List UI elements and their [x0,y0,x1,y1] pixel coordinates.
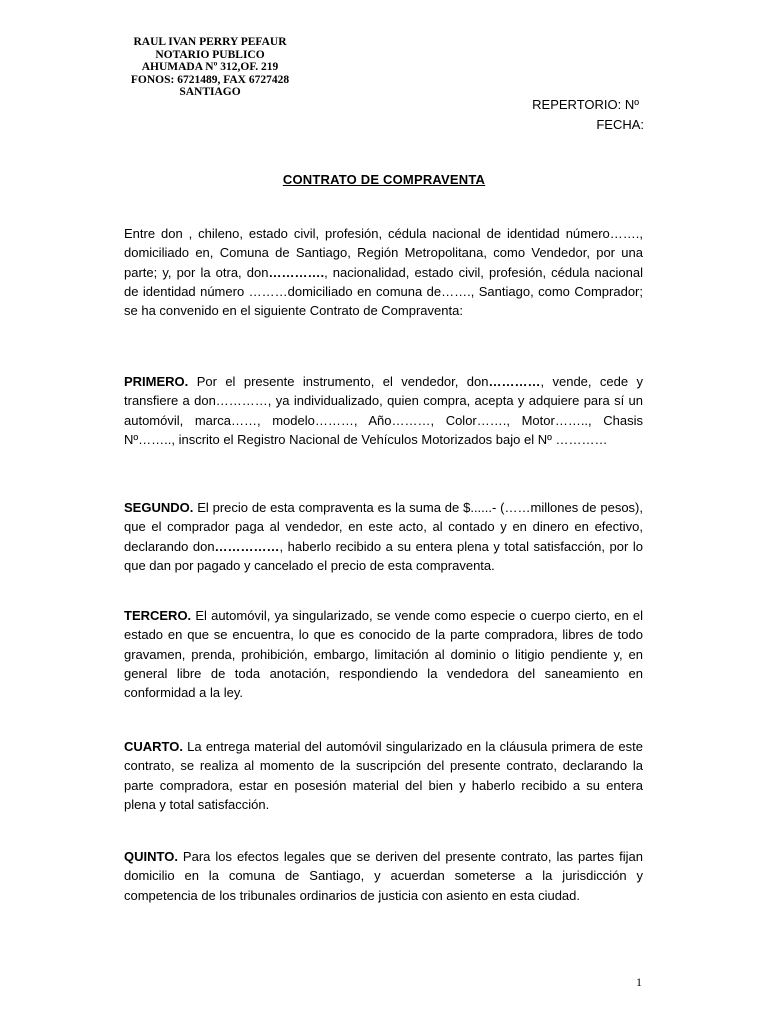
notary-title: NOTARIO PUBLICO [155,48,265,61]
clause-heading: QUINTO. [124,849,178,864]
clause-tercero [124,606,643,702]
clause-text: El precio de esta compraventa es la suma de $......- (……millones de pesos), que el comprador paga al vendedor, en este acto, al contado y en dinero en efectivo, declarando don [124,500,643,554]
clause-heading: PRIMERO. [124,374,189,389]
clause-text: Por el presente instrumento, el vendedor, don [188,374,489,389]
clause-heading: CUARTO. [124,739,183,754]
clause-text: La entrega material del automóvil singularizado en la cláusula primera de este contrato, se realiza al momento de la suscripción del presente contrato, declarando la parte compradora, estar en posesión material del bien y haberlo recibido a su entera plena y total satisfacción. [124,739,643,812]
notary-city: SANTIAGO [179,86,241,98]
clause-text: El automóvil, ya singularizado, se vende como especie o cuerpo cierto, en el estado en que se encuentra, lo que es conocido de la parte compradora, libres de todo gravamen, prenda, prohibición, embargo, limitación al dominio o litigio pendiente y, en general libre de toda anotación, respondiendo la vendedora del saneamiento en conformidad a la ley. [124,608,643,701]
intro-dots: …………. [268,264,325,280]
clause-cuarto [124,737,643,814]
fecha-label: FECHA: [596,117,644,132]
clause-dots: …………… [214,538,280,554]
clause-heading: TERCERO. [124,608,192,623]
notary-phones: FONOS: 6721489, FAX 6727428 [130,73,290,86]
intro-paragraph [124,224,643,320]
clause-segundo [124,498,643,575]
repertorio-label: REPERTORIO: Nº [532,97,639,112]
clause-text-2: , haberlo recibido a su entera plena y total satisfacción, por lo que dan por pagado y cancelado el precio de esta compraventa. [124,538,643,573]
document-title: CONTRATO DE COMPRAVENTA [282,172,486,187]
clause-primero [124,372,643,449]
clause-text-2: , vende, cede y transfiere a don…………, ya individualizado, quien compra, acepta y adquiere para sí un automóvil, marca……, modelo………, Año………, Color……., Motor…….., Chasis Nº…….., inscrito el Registro Nacional de Vehículos Motorizados bajo el Nº ………… [124,374,643,447]
clause-dots: ………… [488,374,541,389]
intro-text-2: , nacionalidad, estado civil, profesión, cédula nacional de identidad número ………domiciliado en comuna de……., Santiago, como Comprador; se ha convenido en el siguiente Contrato de Compraventa: [124,264,643,319]
clause-heading: SEGUNDO. [124,500,194,515]
clause-quinto [124,847,643,905]
notary-name: RAUL IVAN PERRY PEFAUR [133,36,287,48]
page-number: 1 [636,975,642,989]
intro-text-1: Entre don , chileno, estado civil, profesión, cédula nacional de identidad número……., domiciliado en, Comuna de Santiago, Región Metropolitana, como Vendedor, por una parte; y, por la otra, don [124,226,643,280]
notary-address: AHUMADA Nº 312,OF. 219 [141,61,279,73]
clause-text: Para los efectos legales que se deriven del presente contrato, las partes fijan domicilio en la comuna de Santiago, y acuerdan someterse a la jurisdicción y competencia de los tribunales ordinarios de justicia con asiento en esta ciudad. [124,849,643,903]
notary-header [122,36,298,99]
